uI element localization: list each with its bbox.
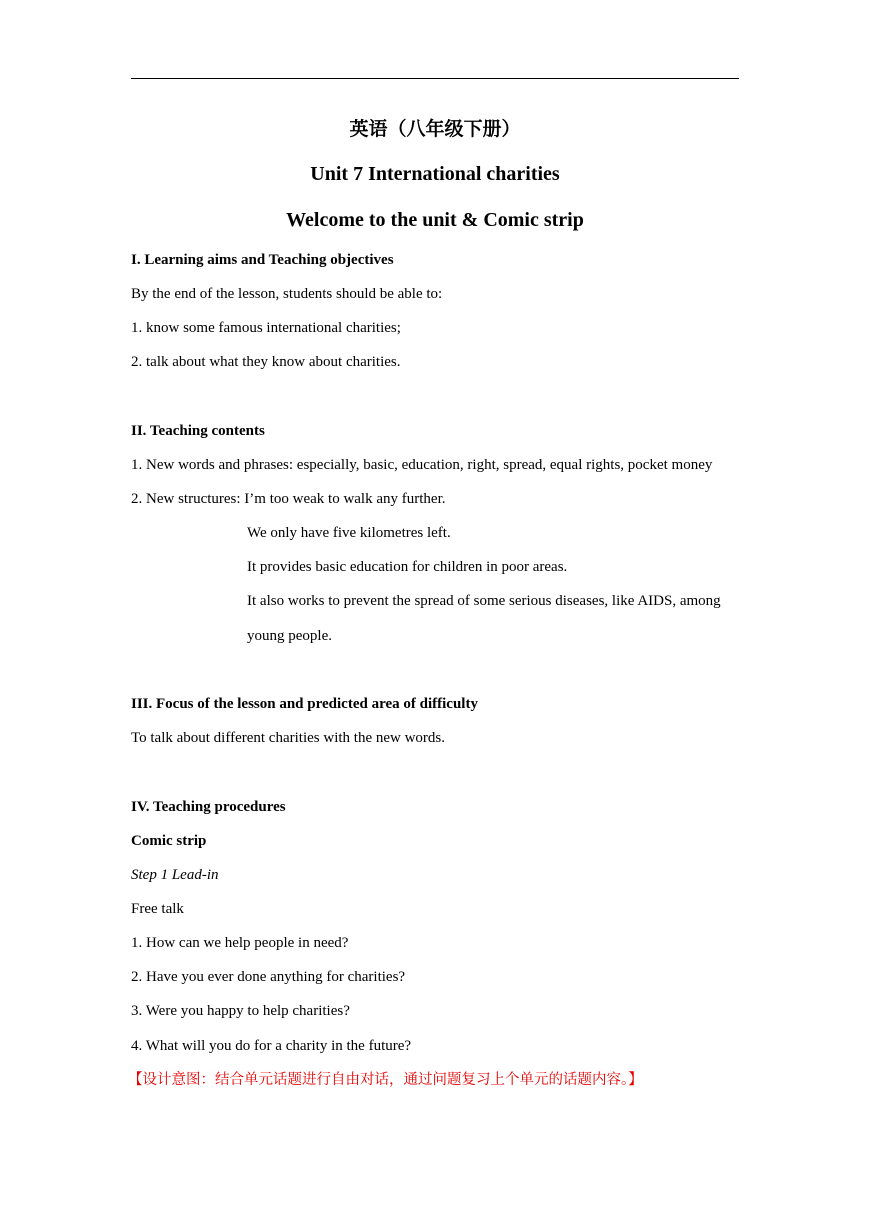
design-intent-note: 【设计意图：结合单元话题进行自由对话，通过问题复习上个单元的话题内容。】	[128, 1072, 643, 1088]
structures-label: 2. New structures: I’m too weak to walk any further.	[131, 491, 446, 507]
section1-item: 2. talk about what they know about charities.	[131, 354, 401, 370]
section3-text: To talk about different charities with the new words.	[131, 730, 446, 746]
step-label: Step 1 Lead-in	[131, 867, 219, 883]
section1-heading: I. Learning aims and Teaching objectives	[131, 252, 394, 268]
section2-heading: II. Teaching contents	[131, 423, 265, 439]
question-item: 3. Were you happy to help charities?	[131, 1003, 350, 1019]
unit-title: Unit 7 International charities	[310, 163, 560, 185]
structure-line: We only have five kilometres left.	[247, 525, 451, 541]
subject-title: 英语（八年级下册）	[349, 118, 521, 140]
section4-heading: IV. Teaching procedures	[131, 799, 286, 815]
section1-item: 1. know some famous international charities;	[131, 320, 401, 336]
question-item: 2. Have you ever done anything for charities?	[131, 969, 406, 985]
section3-heading: III. Focus of the lesson and predicted area of difficulty	[131, 696, 478, 712]
structure-line: It also works to prevent the spread of some serious diseases, like AIDS, among	[247, 593, 721, 609]
structure-line: young people.	[247, 628, 332, 644]
comic-strip-subheading: Comic strip	[131, 833, 207, 849]
header-rule	[131, 78, 739, 79]
lesson-title: Welcome to the unit & Comic strip	[286, 209, 584, 231]
structure-line: It provides basic education for children in poor areas.	[247, 559, 568, 575]
question-item: 1. How can we help people in need?	[131, 935, 349, 951]
new-words: 1. New words and phrases: especially, basic, education, right, spread, equal rights, pocket money	[131, 457, 713, 473]
activity-label: Free talk	[131, 901, 184, 917]
section1-intro: By the end of the lesson, students should be able to:	[131, 286, 443, 302]
question-item: 4. What will you do for a charity in the future?	[131, 1038, 412, 1054]
